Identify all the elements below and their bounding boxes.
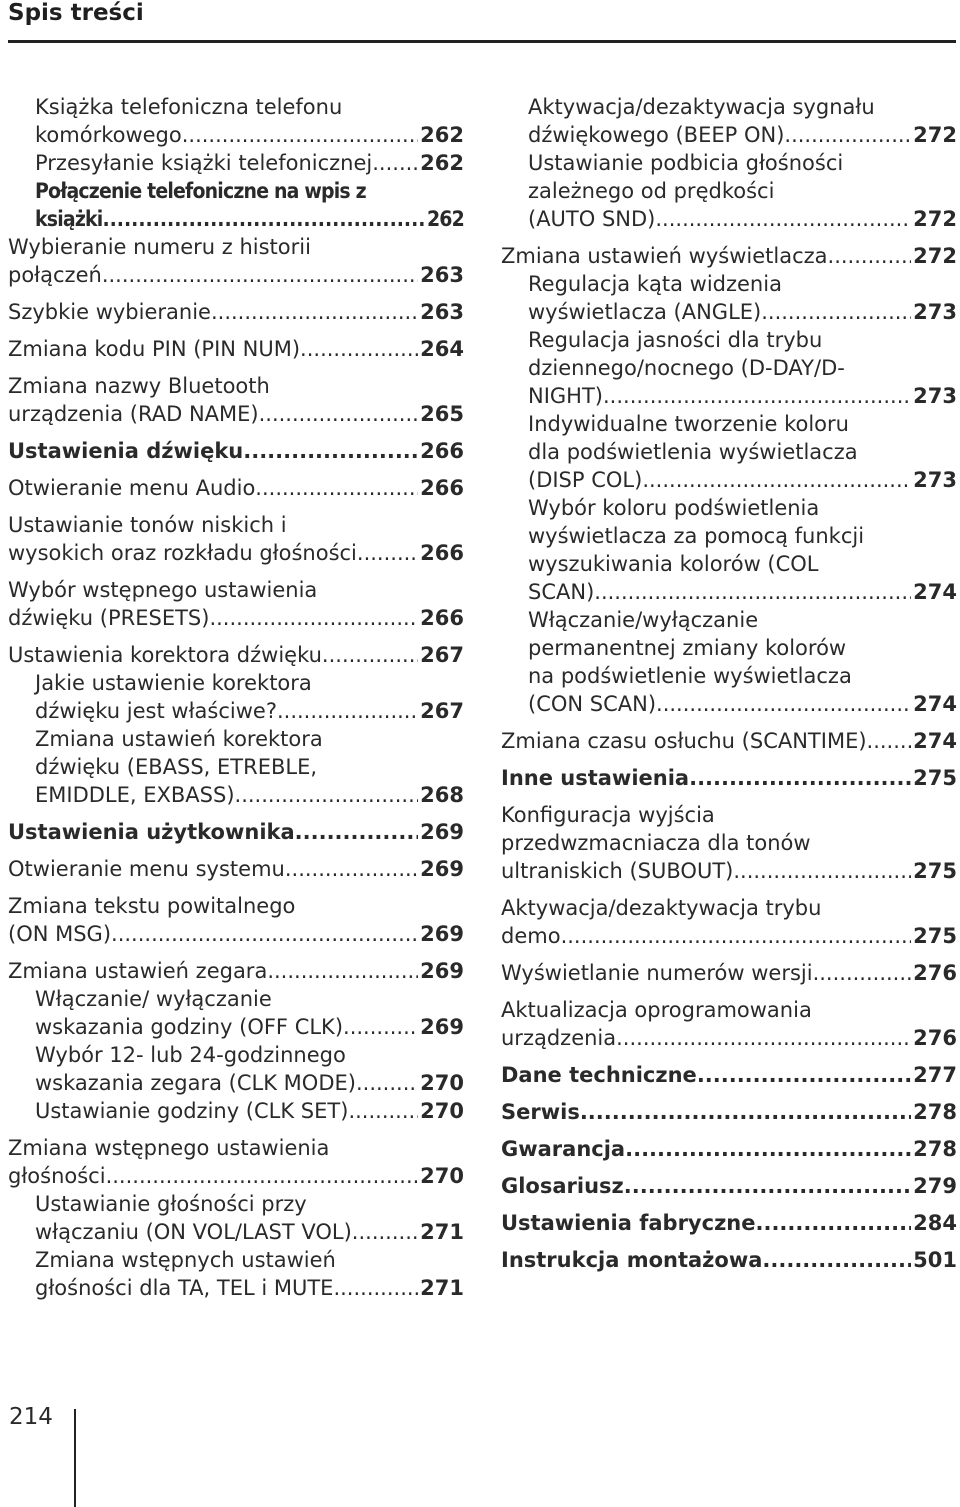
dot-leader bbox=[348, 1097, 418, 1125]
toc-page-number: 271 bbox=[420, 1276, 464, 1300]
footer-divider bbox=[74, 1409, 76, 1507]
toc-entry-title: Ustawienia dźwięku bbox=[8, 439, 244, 463]
toc-entry-title: komórkowego bbox=[35, 123, 182, 147]
dot-leader bbox=[111, 920, 418, 948]
dot-leader bbox=[295, 818, 419, 846]
dot-leader bbox=[733, 857, 911, 885]
toc-page-number: 277 bbox=[913, 1063, 957, 1087]
dot-leader bbox=[372, 149, 418, 177]
toc-entry[interactable] bbox=[501, 326, 957, 410]
toc-page-number: 278 bbox=[913, 1137, 957, 1161]
toc-entry-text: Ustawianie tonów niskich i bbox=[8, 513, 287, 537]
toc-entry-title: Wyświetlanie numerów wersji bbox=[501, 961, 813, 985]
toc-page-number: 266 bbox=[420, 606, 464, 630]
toc-entry[interactable] bbox=[501, 242, 957, 270]
toc-entry[interactable] bbox=[8, 1097, 464, 1125]
dot-leader bbox=[209, 604, 418, 632]
dot-leader bbox=[762, 1246, 911, 1274]
toc-page-number: 265 bbox=[420, 402, 464, 426]
toc-entry-title: książki bbox=[35, 207, 103, 231]
dot-leader bbox=[277, 697, 418, 725]
toc-entry-title: Zmiana ustawień zegara bbox=[8, 959, 268, 983]
toc-entry-title: Szybkie wybieranie bbox=[8, 300, 211, 324]
toc-page-number: 273 bbox=[913, 468, 957, 492]
toc-entry-title: (DISP COL) bbox=[528, 468, 643, 492]
toc-entry-text: Zmiana wstępnego ustawienia bbox=[8, 1136, 330, 1160]
dot-leader bbox=[761, 298, 911, 326]
toc-page-number: 267 bbox=[420, 643, 464, 667]
toc-entry[interactable] bbox=[8, 511, 464, 567]
toc-entry[interactable] bbox=[501, 764, 957, 792]
toc-entry-title: Serwis bbox=[501, 1100, 580, 1124]
toc-page-number: 271 bbox=[420, 1220, 464, 1244]
toc-entry[interactable] bbox=[501, 1172, 957, 1200]
dot-leader bbox=[655, 205, 911, 233]
toc-entry[interactable] bbox=[501, 606, 957, 718]
toc-entry-title: Gwarancja bbox=[501, 1137, 626, 1161]
toc-entry-title: EMIDDLE, EXBASS) bbox=[35, 783, 235, 807]
toc-page-number: 272 bbox=[913, 123, 957, 147]
toc-page-number: 270 bbox=[420, 1099, 464, 1123]
toc-entry-text: Aktywacja/dezaktywacja trybu bbox=[501, 896, 822, 920]
toc-entry-title: Przesyłanie książki telefonicznej bbox=[35, 151, 373, 175]
dot-leader bbox=[642, 466, 911, 494]
toc-entry[interactable] bbox=[8, 177, 464, 233]
dot-leader bbox=[755, 1209, 911, 1237]
toc-entry-title: głośności dla TA, TEL i MUTE bbox=[35, 1276, 334, 1300]
toc-entry[interactable] bbox=[8, 437, 464, 465]
toc-entry[interactable] bbox=[501, 410, 957, 494]
toc-entry[interactable] bbox=[8, 892, 464, 948]
toc-entry-title: Dane techniczne bbox=[501, 1063, 697, 1087]
toc-page-number: 263 bbox=[420, 300, 464, 324]
toc-entry[interactable] bbox=[501, 1135, 957, 1163]
toc-entry[interactable] bbox=[8, 474, 464, 502]
toc-entry-text: Zmiana wstępnych ustawień bbox=[35, 1248, 336, 1272]
dot-leader bbox=[259, 400, 419, 428]
toc-entry-title: głośności bbox=[8, 1164, 106, 1188]
toc-entry[interactable] bbox=[501, 149, 957, 233]
toc-entry-title: Ustawienia korektora dźwięku bbox=[8, 643, 322, 667]
dot-leader bbox=[828, 242, 912, 270]
toc-entry-text: Aktualizacja oprogramowania bbox=[501, 998, 812, 1022]
toc-page-number: 264 bbox=[420, 337, 464, 361]
dot-leader bbox=[300, 335, 418, 363]
toc-entry-text: Ustawianie podbicia głośności bbox=[528, 151, 844, 175]
toc-entry-text: Zmiana nazwy Bluetooth bbox=[8, 374, 270, 398]
toc-entry-title: dźwięku (PRESETS) bbox=[8, 606, 210, 630]
toc-entry-title: Ustawianie godziny (CLK SET) bbox=[35, 1099, 349, 1123]
toc-entry-text: dźwięku (EBASS, ETREBLE, bbox=[35, 755, 318, 779]
toc-entry-text: permanentnej zmiany kolorów bbox=[528, 636, 847, 660]
toc-page-number: 274 bbox=[913, 580, 957, 604]
toc-entry[interactable] bbox=[501, 1061, 957, 1089]
toc-entry-text: Regulacja kąta widzenia bbox=[528, 272, 782, 296]
toc-page-number: 269 bbox=[420, 1015, 464, 1039]
toc-entry-title: wyświetlacza (ANGLE) bbox=[528, 300, 762, 324]
dot-leader bbox=[211, 298, 418, 326]
toc-entry-text: Książka telefoniczna telefonu bbox=[35, 95, 343, 119]
toc-page-number: 262 bbox=[420, 151, 464, 175]
toc-entry-text: zależnego od prędkości bbox=[528, 179, 775, 203]
dot-leader bbox=[813, 959, 912, 987]
toc-entry-title: Otwieranie menu systemu bbox=[8, 857, 285, 881]
toc-entry-title: (AUTO SND) bbox=[528, 207, 656, 231]
toc-entry[interactable] bbox=[501, 93, 957, 149]
dot-leader bbox=[106, 1162, 419, 1190]
toc-entry-text: na podświetlenie wyświetlacza bbox=[528, 664, 852, 688]
toc-entry[interactable] bbox=[501, 959, 957, 987]
toc-entry-title: Inne ustawienia bbox=[501, 766, 690, 790]
dot-leader bbox=[603, 382, 911, 410]
toc-entry[interactable] bbox=[8, 372, 464, 428]
toc-entry-title: demo bbox=[501, 924, 561, 948]
toc-page-number: 267 bbox=[420, 699, 464, 723]
toc-page-number: 275 bbox=[913, 859, 957, 883]
toc-entry[interactable] bbox=[8, 1190, 464, 1246]
dot-leader bbox=[689, 764, 911, 792]
toc-entry-text: Wybór 12- lub 24-godzinnego bbox=[35, 1043, 346, 1067]
toc-entry[interactable] bbox=[501, 727, 957, 755]
toc-entry-text: Jakie ustawienie korektora bbox=[35, 671, 312, 695]
dot-leader bbox=[182, 121, 418, 149]
toc-entry[interactable] bbox=[8, 1041, 464, 1097]
toc-page-number: 501 bbox=[913, 1248, 957, 1272]
toc-page-number: 270 bbox=[420, 1164, 464, 1188]
dot-leader bbox=[102, 261, 418, 289]
header-divider bbox=[8, 40, 956, 43]
toc-entry[interactable] bbox=[501, 1209, 957, 1237]
dot-leader bbox=[322, 641, 418, 669]
toc-entry[interactable] bbox=[501, 1246, 957, 1274]
toc-entry-text: wyświetlacza za pomocą funkcji bbox=[528, 524, 865, 548]
toc-entry[interactable] bbox=[8, 1246, 464, 1302]
toc-entry-text: Konfiguracja wyjścia bbox=[501, 803, 715, 827]
toc-entry-text: Zmiana tekstu powitalnego bbox=[8, 894, 296, 918]
toc-entry-title: urządzenia bbox=[501, 1026, 617, 1050]
dot-leader bbox=[343, 1013, 418, 1041]
dot-leader bbox=[616, 1024, 911, 1052]
toc-entry-text: Włączanie/ wyłączanie bbox=[35, 987, 272, 1011]
toc-page-number: 278 bbox=[913, 1100, 957, 1124]
dot-leader bbox=[624, 1172, 911, 1200]
dot-leader bbox=[333, 1274, 418, 1302]
dot-leader bbox=[235, 781, 419, 809]
toc-page-number: 269 bbox=[420, 820, 464, 844]
toc-page-number: 269 bbox=[420, 922, 464, 946]
toc-entry-text: przedwzmacniacza dla tonów bbox=[501, 831, 811, 855]
toc-entry-text: Indywidualne tworzenie koloru bbox=[528, 412, 849, 436]
dot-leader bbox=[697, 1061, 911, 1089]
toc-page-number: 273 bbox=[913, 300, 957, 324]
toc-entry-title: ultraniskich (SUBOUT) bbox=[501, 859, 734, 883]
page-number: 214 bbox=[9, 1404, 53, 1430]
toc-entry-title: dźwiękowego (BEEP ON) bbox=[528, 123, 785, 147]
toc-entry-title: Ustawienia użytkownika bbox=[8, 820, 295, 844]
toc-entry-text: Włączanie/wyłączanie bbox=[528, 608, 759, 632]
toc-entry-text: Regulacja jasności dla trybu bbox=[528, 328, 823, 352]
toc-page-number: 279 bbox=[913, 1174, 957, 1198]
toc-page-number: 262 bbox=[426, 207, 464, 231]
toc-entry-text: Aktywacja/dezaktywacja sygnału bbox=[528, 95, 875, 119]
toc-page-number: 263 bbox=[420, 263, 464, 287]
toc-page-number: 268 bbox=[420, 783, 464, 807]
dot-leader bbox=[625, 1135, 911, 1163]
page-title: Spis treści bbox=[8, 0, 144, 26]
toc-page-number: 272 bbox=[913, 244, 957, 268]
toc-entry-title: włączaniu (ON VOL/LAST VOL) bbox=[35, 1220, 352, 1244]
toc-entry[interactable] bbox=[8, 93, 464, 149]
dot-leader bbox=[285, 855, 418, 883]
dot-leader bbox=[102, 205, 425, 233]
toc-entry[interactable] bbox=[8, 725, 464, 809]
dot-leader bbox=[656, 690, 911, 718]
toc-entry-title: wysokich oraz rozkładu głośności bbox=[8, 541, 357, 565]
toc-entry[interactable] bbox=[501, 894, 957, 950]
toc-entry-title: (ON MSG) bbox=[8, 922, 112, 946]
dot-leader bbox=[580, 1098, 911, 1126]
toc-entry-text: wyszukiwania kolorów (COL bbox=[528, 552, 819, 576]
toc-page-number: 276 bbox=[913, 961, 957, 985]
dot-leader bbox=[357, 539, 418, 567]
toc-entry[interactable] bbox=[8, 149, 464, 177]
toc-entry-text: Wybór koloru podświetlenia bbox=[528, 496, 820, 520]
dot-leader bbox=[867, 727, 912, 755]
toc-entry[interactable] bbox=[8, 985, 464, 1041]
toc-entry[interactable] bbox=[8, 335, 464, 363]
toc-entry[interactable] bbox=[8, 233, 464, 289]
dot-leader bbox=[356, 1069, 418, 1097]
toc-entry-title: Ustawienia fabryczne bbox=[501, 1211, 756, 1235]
toc-entry[interactable] bbox=[8, 818, 464, 846]
toc-page-number: 266 bbox=[420, 439, 464, 463]
toc-entry-title: NIGHT) bbox=[528, 384, 603, 408]
toc-entry[interactable] bbox=[8, 641, 464, 669]
toc-entry[interactable] bbox=[501, 801, 957, 885]
toc-entry-title: (CON SCAN) bbox=[528, 692, 657, 716]
toc-page-number: 275 bbox=[913, 924, 957, 948]
toc-entry[interactable] bbox=[501, 494, 957, 606]
toc-page-number: 274 bbox=[913, 729, 957, 753]
toc-page-number: 262 bbox=[420, 123, 464, 147]
toc-entry[interactable] bbox=[8, 298, 464, 326]
toc-entry-text: Wybieranie numeru z historii bbox=[8, 235, 311, 259]
toc-entry-title: SCAN) bbox=[528, 580, 595, 604]
toc-page-number: 266 bbox=[420, 541, 464, 565]
toc-entry-title: Instrukcja montażowa bbox=[501, 1248, 763, 1272]
toc-entry-title: wskazania godziny (OFF CLK) bbox=[35, 1015, 344, 1039]
dot-leader bbox=[594, 578, 911, 606]
toc-entry[interactable] bbox=[501, 1098, 957, 1126]
dot-leader bbox=[784, 121, 911, 149]
toc-entry-title: Glosariusz bbox=[501, 1174, 624, 1198]
toc-entry-text: Połączenie telefoniczne na wpis z bbox=[35, 179, 366, 203]
dot-leader bbox=[255, 474, 418, 502]
toc-entry-text: Zmiana ustawień korektora bbox=[35, 727, 323, 751]
toc-page-number: 269 bbox=[420, 959, 464, 983]
toc-page-number: 266 bbox=[420, 476, 464, 500]
toc-entry-title: połączeń bbox=[8, 263, 102, 287]
toc-entry-text: Ustawianie głośności przy bbox=[35, 1192, 307, 1216]
toc-entry-title: Otwieranie menu Audio bbox=[8, 476, 256, 500]
toc-entry[interactable] bbox=[8, 669, 464, 725]
toc-page-number: 275 bbox=[913, 766, 957, 790]
toc-entry[interactable] bbox=[501, 270, 957, 326]
toc-entry-text: Wybór wstępnego ustawienia bbox=[8, 578, 318, 602]
toc-page-number: 273 bbox=[913, 384, 957, 408]
dot-leader bbox=[267, 957, 418, 985]
toc-entry-title: Zmiana ustawień wyświetlacza bbox=[501, 244, 828, 268]
toc-entry[interactable] bbox=[501, 996, 957, 1052]
toc-entry-text: dziennego/nocnego (D-DAY/D- bbox=[528, 356, 845, 380]
toc-entry-title: Zmiana kodu PIN (PIN NUM) bbox=[8, 337, 301, 361]
toc-entry[interactable] bbox=[8, 1134, 464, 1190]
toc-entry-title: dźwięku jest właściwe? bbox=[35, 699, 277, 723]
toc-entry[interactable] bbox=[8, 957, 464, 985]
dot-leader bbox=[243, 437, 418, 465]
toc-entry-title: urządzenia (RAD NAME) bbox=[8, 402, 259, 426]
toc-page-number: 270 bbox=[420, 1071, 464, 1095]
dot-leader bbox=[352, 1218, 418, 1246]
toc-entry[interactable] bbox=[8, 855, 464, 883]
toc-page-number: 274 bbox=[913, 692, 957, 716]
toc-right-column bbox=[501, 93, 957, 1283]
toc-entry-title: wskazania zegara (CLK MODE) bbox=[35, 1071, 356, 1095]
toc-entry-title: Zmiana czasu osłuchu (SCANTIME) bbox=[501, 729, 867, 753]
toc-page-number: 272 bbox=[913, 207, 957, 231]
toc-page-number: 284 bbox=[913, 1211, 957, 1235]
toc-left-column bbox=[8, 93, 464, 1302]
toc-entry-text: dla podświetlenia wyświetlacza bbox=[528, 440, 858, 464]
toc-entry[interactable] bbox=[8, 576, 464, 632]
toc-page-number: 269 bbox=[420, 857, 464, 881]
toc-page-number: 276 bbox=[913, 1026, 957, 1050]
dot-leader bbox=[561, 922, 912, 950]
